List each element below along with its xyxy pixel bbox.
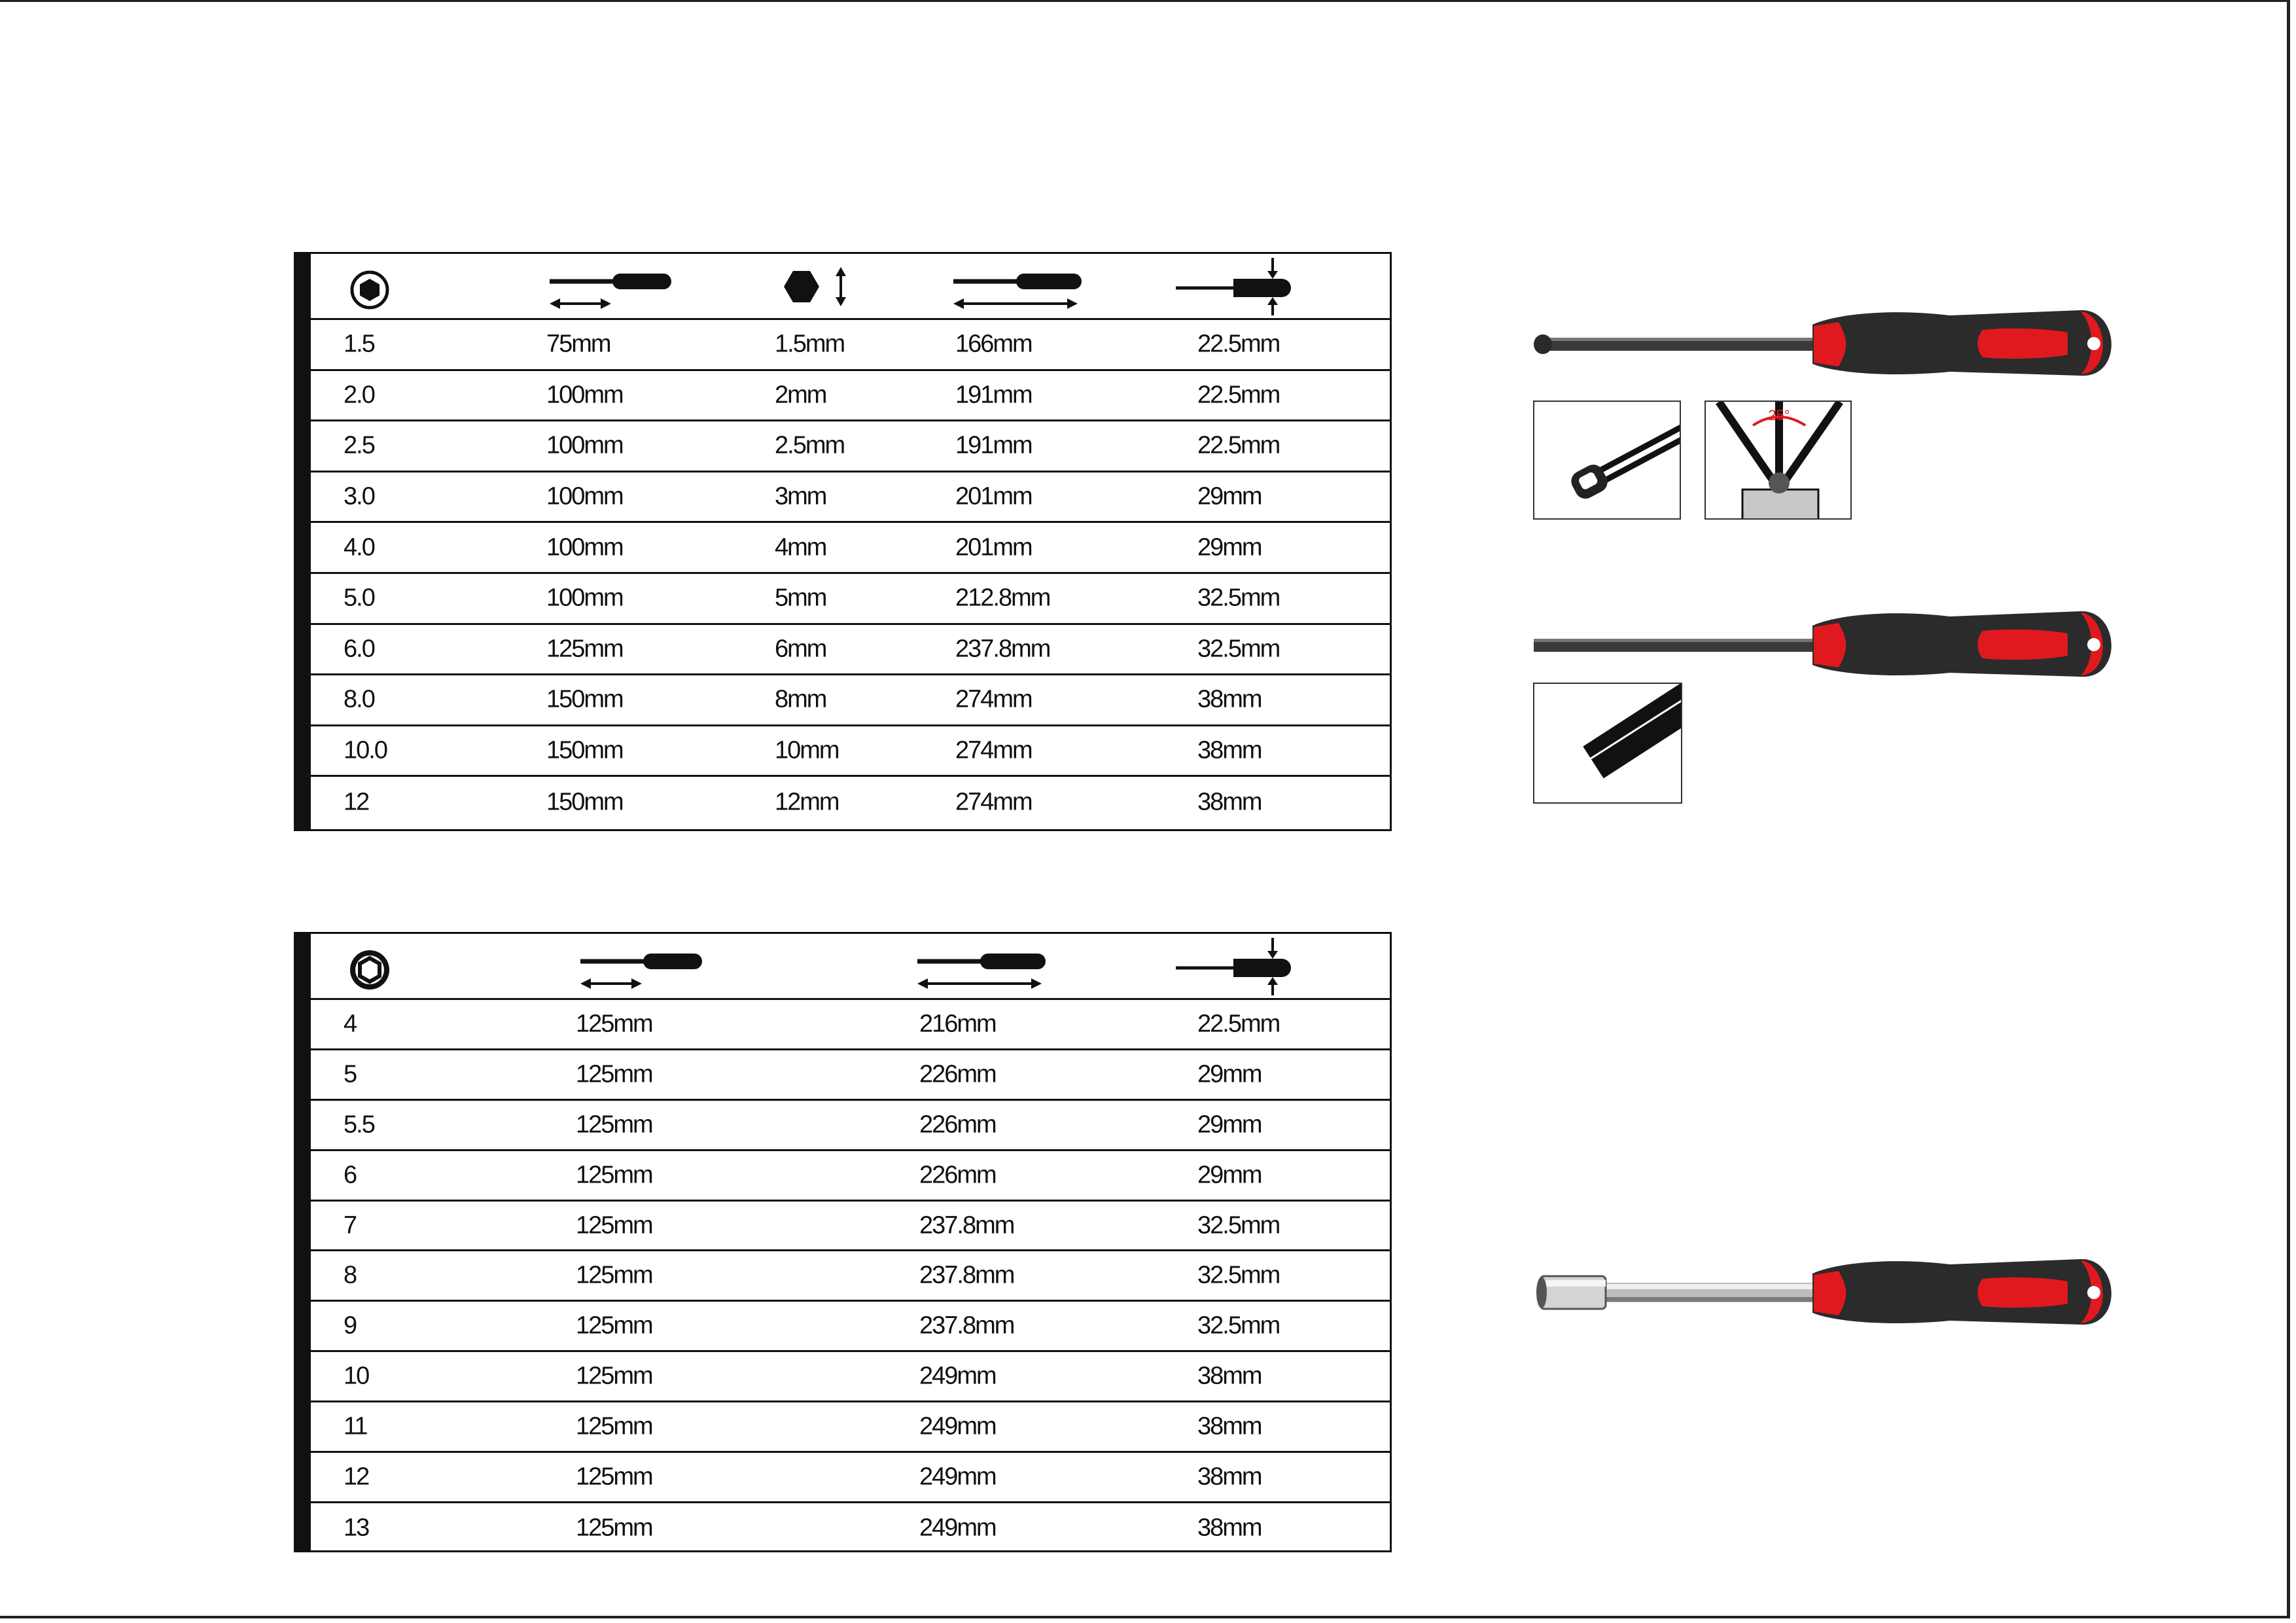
nut-driver-cell: 7 <box>344 1211 357 1239</box>
table-row <box>311 1050 1390 1101</box>
hex-key-cell: 75mm <box>546 330 610 358</box>
straight-hex-tip-detail <box>1533 683 1682 804</box>
handle-diameter-icon <box>1174 934 1305 998</box>
hex-key-table-header <box>311 254 1390 320</box>
hex-across-flats-icon <box>779 254 851 318</box>
hex-key-cell: 8mm <box>775 685 826 713</box>
nut-driver-cell: 226mm <box>919 1161 996 1189</box>
hex-key-cell: 6mm <box>775 635 826 663</box>
hex-key-cell: 2.0 <box>344 381 374 409</box>
table-row <box>311 1352 1390 1402</box>
nut-driver-cell: 8 <box>344 1261 357 1289</box>
nut-driver-cell: 32.5mm <box>1197 1261 1280 1289</box>
nut-driver-cell: 125mm <box>576 1412 652 1440</box>
table-row <box>311 574 1390 625</box>
nut-driver-cell: 32.5mm <box>1197 1311 1280 1340</box>
hex-key-cell: 12 <box>344 788 369 816</box>
nut-driver-cell: 5.5 <box>344 1111 374 1139</box>
nut-driver-cell: 237.8mm <box>919 1261 1014 1289</box>
hex-key-cell: 22.5mm <box>1197 431 1280 459</box>
nut-driver-cell: 125mm <box>576 1463 652 1491</box>
hex-key-cell: 237.8mm <box>955 635 1050 663</box>
nut-driver-table-body <box>311 1000 1390 1554</box>
nut-driver-cell: 12 <box>344 1463 369 1491</box>
nut-driver-cell: 237.8mm <box>919 1311 1014 1340</box>
hex-key-cell: 201mm <box>955 533 1032 562</box>
hex-key-cell: 38mm <box>1197 736 1262 764</box>
nut-driver-cell: 249mm <box>919 1514 996 1542</box>
hex-key-cell: 150mm <box>546 685 623 713</box>
nut-driver-cell: 226mm <box>919 1111 996 1139</box>
hex-key-cell: 100mm <box>546 381 623 409</box>
table-row <box>311 421 1390 473</box>
table-row <box>311 1151 1390 1202</box>
table-row <box>311 726 1390 777</box>
hex-key-cell: 2.5mm <box>775 431 845 459</box>
hex-key-cell: 4mm <box>775 533 826 562</box>
hex-key-cell: 100mm <box>546 431 623 459</box>
table-row <box>311 625 1390 676</box>
hex-key-cell: 38mm <box>1197 788 1262 816</box>
hex-key-cell: 212.8mm <box>955 584 1050 612</box>
straight-hex-screwdriver-illustration <box>1531 596 2133 694</box>
nut-driver-table-header <box>311 934 1390 1000</box>
table-row <box>311 1202 1390 1252</box>
table-row <box>311 1402 1390 1453</box>
table-row <box>311 1302 1390 1352</box>
hex-key-cell: 191mm <box>955 381 1032 409</box>
ball-end-angle-detail <box>1704 401 1852 520</box>
nut-driver-cell: 29mm <box>1197 1161 1262 1189</box>
table-row <box>311 1453 1390 1503</box>
hex-key-cell: 6.0 <box>344 635 374 663</box>
nut-driver-cell: 38mm <box>1197 1514 1262 1542</box>
nut-driver-cell: 125mm <box>576 1261 652 1289</box>
hex-key-cell: 5mm <box>775 584 826 612</box>
ball-end-tip-detail <box>1533 401 1681 520</box>
nut-driver-cell: 22.5mm <box>1197 1010 1280 1038</box>
nut-driver-cell: 11 <box>344 1412 367 1440</box>
hex-key-cell: 274mm <box>955 788 1032 816</box>
hex-key-spec-table <box>294 252 1392 831</box>
hex-key-cell: 100mm <box>546 533 623 562</box>
hex-key-cell: 191mm <box>955 431 1032 459</box>
nut-driver-cell: 9 <box>344 1311 357 1340</box>
hex-key-cell: 150mm <box>546 736 623 764</box>
nut-driver-cell: 4 <box>344 1010 357 1038</box>
hex-key-cell: 10mm <box>775 736 839 764</box>
nut-driver-cell: 125mm <box>576 1311 652 1340</box>
hex-key-cell: 3.0 <box>344 482 374 510</box>
hex-key-cell: 38mm <box>1197 685 1262 713</box>
nut-driver-cell: 38mm <box>1197 1463 1262 1491</box>
nut-driver-cell: 125mm <box>576 1161 652 1189</box>
nut-driver-cell: 38mm <box>1197 1362 1262 1390</box>
nut-driver-cell: 125mm <box>576 1010 652 1038</box>
nut-driver-cell: 249mm <box>919 1463 996 1491</box>
hex-tip-size-icon <box>349 254 395 318</box>
hex-key-cell: 201mm <box>955 482 1032 510</box>
hex-key-cell: 1.5 <box>344 330 374 358</box>
ball-end-hex-screwdriver-illustration <box>1531 294 2133 393</box>
nut-driver-cell: 29mm <box>1197 1060 1262 1088</box>
table-row <box>311 320 1390 371</box>
nut-driver-cell: 125mm <box>576 1060 652 1088</box>
hex-key-cell: 125mm <box>546 635 623 663</box>
table-row <box>311 1000 1390 1050</box>
table-row <box>311 777 1390 828</box>
hex-key-cell: 2.5 <box>344 431 374 459</box>
hex-socket-size-icon <box>349 934 395 998</box>
hex-key-table-body <box>311 320 1390 828</box>
hex-key-cell: 100mm <box>546 482 623 510</box>
overall-length-icon <box>952 254 1096 318</box>
hex-key-cell: 5.0 <box>344 584 374 612</box>
nut-driver-cell: 125mm <box>576 1211 652 1239</box>
nut-driver-cell: 237.8mm <box>919 1211 1014 1239</box>
hex-key-cell: 3mm <box>775 482 826 510</box>
hex-key-cell: 22.5mm <box>1197 381 1280 409</box>
hex-key-cell: 22.5mm <box>1197 330 1280 358</box>
hex-key-cell: 29mm <box>1197 533 1262 562</box>
nut-driver-cell: 216mm <box>919 1010 996 1038</box>
hex-key-cell: 8.0 <box>344 685 374 713</box>
ball-end-angle-label: 25° <box>1768 407 1790 423</box>
hex-key-cell: 1.5mm <box>775 330 845 358</box>
table-row <box>311 473 1390 524</box>
nut-driver-cell: 125mm <box>576 1362 652 1390</box>
hex-key-cell: 10.0 <box>344 736 387 764</box>
table-row <box>311 675 1390 726</box>
hex-key-cell: 166mm <box>955 330 1032 358</box>
table-row <box>311 523 1390 574</box>
table-row <box>311 1101 1390 1151</box>
hex-key-cell: 4.0 <box>344 533 374 562</box>
hex-key-cell: 2mm <box>775 381 826 409</box>
blade-length-icon <box>579 934 710 998</box>
overall-length-icon <box>916 934 1060 998</box>
nut-driver-cell: 29mm <box>1197 1111 1262 1139</box>
blade-length-icon <box>548 254 679 318</box>
nut-driver-illustration <box>1531 1243 2133 1342</box>
nut-driver-cell: 6 <box>344 1161 357 1189</box>
table-row <box>311 371 1390 422</box>
nut-driver-spec-table <box>294 932 1392 1552</box>
nut-driver-cell: 226mm <box>919 1060 996 1088</box>
hex-key-cell: 100mm <box>546 584 623 612</box>
nut-driver-cell: 249mm <box>919 1412 996 1440</box>
nut-driver-cell: 10 <box>344 1362 369 1390</box>
nut-driver-cell: 13 <box>344 1514 369 1542</box>
hex-key-cell: 32.5mm <box>1197 635 1280 663</box>
nut-driver-cell: 249mm <box>919 1362 996 1390</box>
table-row <box>311 1503 1390 1554</box>
nut-driver-cell: 32.5mm <box>1197 1211 1280 1239</box>
hex-key-cell: 29mm <box>1197 482 1262 510</box>
hex-key-cell: 274mm <box>955 685 1032 713</box>
hex-key-cell: 274mm <box>955 736 1032 764</box>
hex-key-cell: 32.5mm <box>1197 584 1280 612</box>
nut-driver-cell: 38mm <box>1197 1412 1262 1440</box>
nut-driver-cell: 125mm <box>576 1514 652 1542</box>
table-row <box>311 1251 1390 1302</box>
hex-key-cell: 12mm <box>775 788 839 816</box>
nut-driver-cell: 125mm <box>576 1111 652 1139</box>
handle-diameter-icon <box>1174 254 1305 318</box>
nut-driver-cell: 5 <box>344 1060 357 1088</box>
hex-key-cell: 150mm <box>546 788 623 816</box>
